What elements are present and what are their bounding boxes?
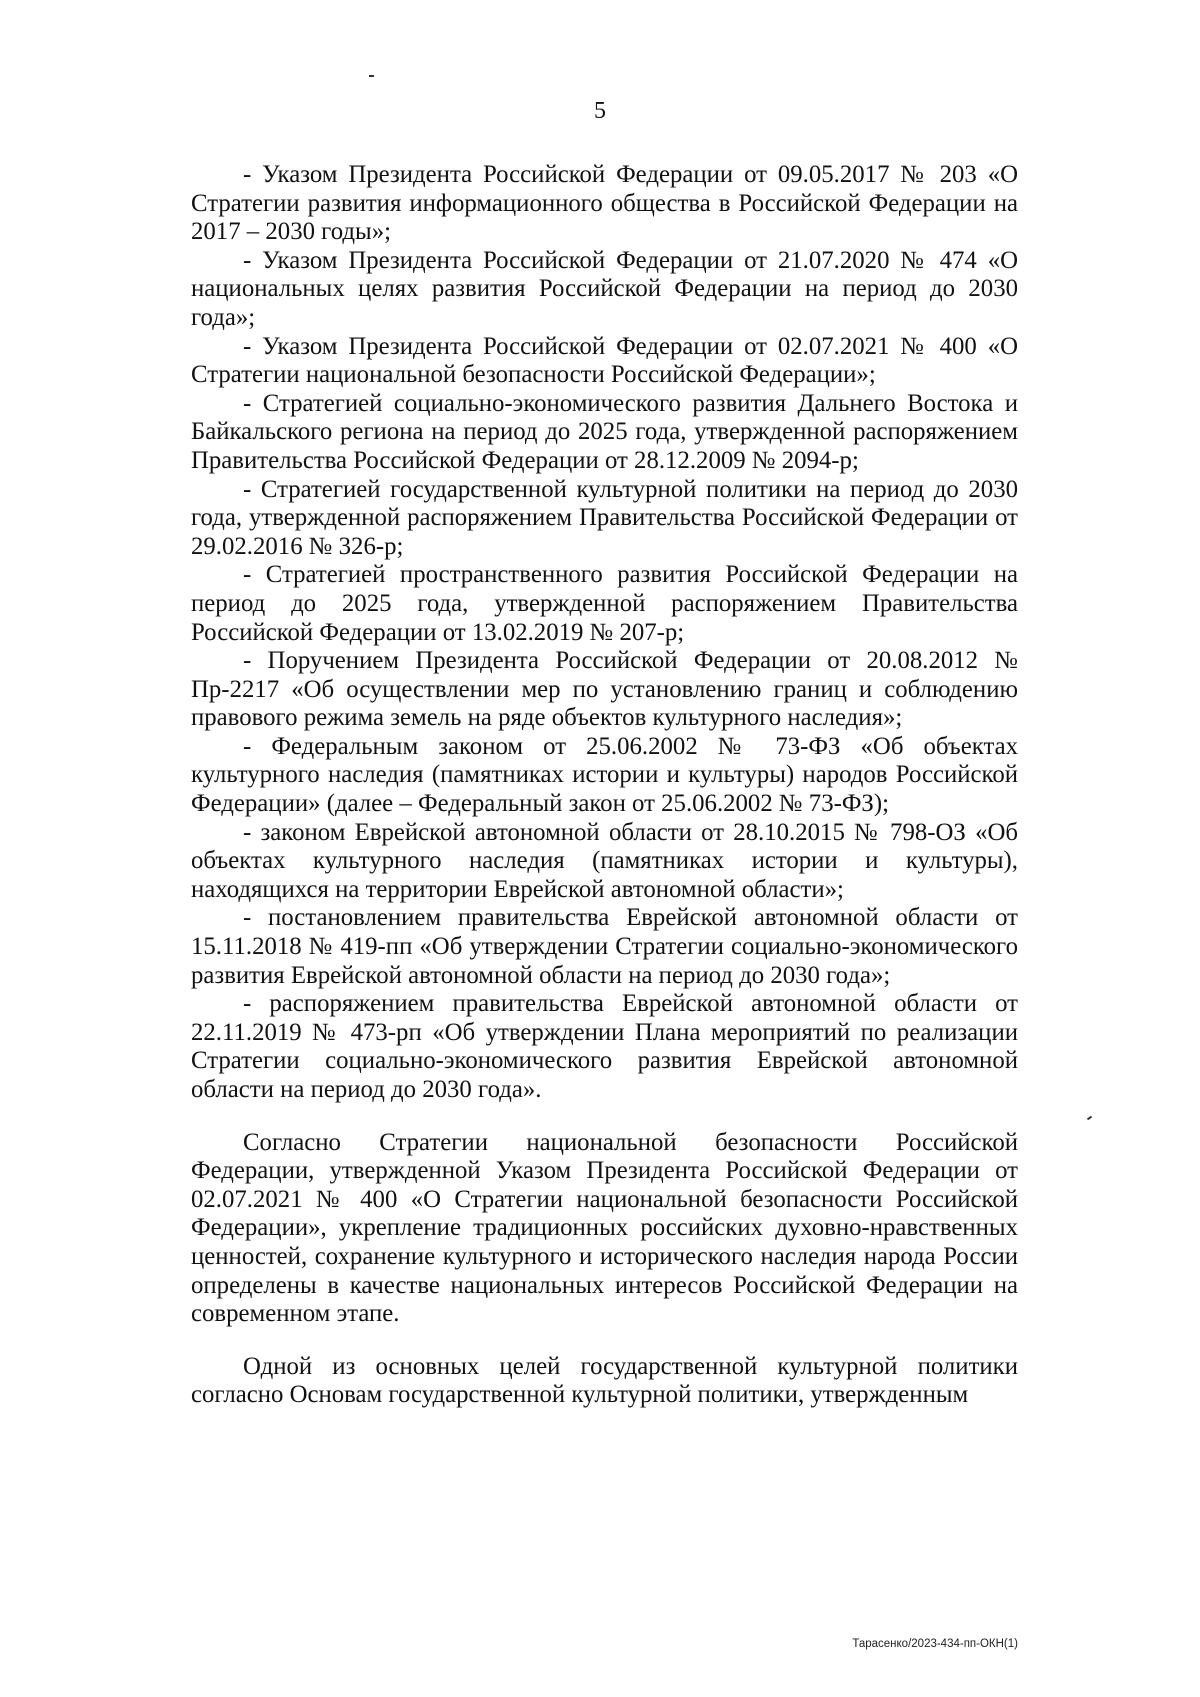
list-item-resolution-419: - постановлением правительства Еврейской автономной области от 15.11.2018 № 419-пп «Об утверждении Стратегии социально-экономического развития Еврейской автономной области на период до 2030 года»; [191,904,1018,989]
list-item-decree-400: - Указом Президента Российской Федерации от 02.07.2021 № 400 «О Стратегии национальной безопасности Российской Федерации»; [191,332,1018,389]
page-number: 5 [594,98,606,124]
document-body [191,161,1018,1410]
scan-speck [369,75,374,77]
scan-speck [1087,1116,1092,1121]
list-item-decree-474: - Указом Президента Российской Федерации от 21.07.2020 № 474 «О национальных целях развития Российской Федерации на период до 2030 года»; [191,246,1018,331]
list-item-order-473: - распоряжением правительства Еврейской автономной области от 22.11.2019 № 473-рп «Об утверждении Плана мероприятий по реализации Стратегии социально-экономического развития Еврейской автономной области на период до 2030 года». [191,990,1018,1103]
document-reference-code: Тарасенко/2023-434-пп-ОКН(1) [852,1638,1018,1650]
list-item-regional-law-798: - законом Еврейской автономной области от 28.10.2015 № 798-ОЗ «Об объектах культурного наследия (памятниках истории и культуры), находящихся на территории Еврейской автономной области»; [191,818,1018,903]
body-paragraph-cultural-policy: Одной из основных целей государственной культурной политики согласно Основам государственной культурной политики, утвержденным [191,1352,1018,1409]
list-item-cultural-policy-strategy: - Стратегией государственной культурной политики на период до 2030 года, утвержденной распоряжением Правительства Российской Федерации от 29.02.2016 № 326-р; [191,475,1018,560]
list-item-spatial-development-strategy: - Стратегией пространственного развития Российской Федерации на период до 2025 года, утвержденной распоряжением Правительства Российской Федерации от 13.02.2019 № 207-р; [191,561,1018,646]
list-item-federal-law-73: - Федеральным законом от 25.06.2002 № 73-ФЗ «Об объектах культурного наследия (памятниках истории и культуры) народов Российской Федерации» (далее – Федеральный закон от 25.06.2002 № 73-ФЗ); [191,732,1018,818]
body-paragraph-national-security: Согласно Стратегии национальной безопасности Российской Федерации, утвержденной Указом Президента Российской Федерации от 02.07.2021 № 400 «О Стратегии национальной безопасности Российской Федерации», укрепление традиционных российских духовно-нравственных ценностей, сохранение культурного и исторического наследия народа России определены в качестве национальных интересов Российской Федерации на современном этапе. [191,1128,1018,1328]
list-item-far-east-strategy: - Стратегией социально-экономического развития Дальнего Востока и Байкальского региона на период до 2025 года, утвержденной распоряжением Правительства Российской Федерации от 28.12.2009 № 2094-р; [191,389,1018,474]
list-item-presidential-instruction: - Поручением Президента Российской Федерации от 20.08.2012 № Пр-2217 «Об осуществлении мер по установлению границ и соблюдению правового режима земель на ряде объектов культурного наследия»; [191,647,1018,732]
list-item-decree-203: - Указом Президента Российской Федерации от 09.05.2017 № 203 «О Стратегии развития информационного общества в Российской Федерации на 2017 – 2030 годы»; [191,161,1018,246]
